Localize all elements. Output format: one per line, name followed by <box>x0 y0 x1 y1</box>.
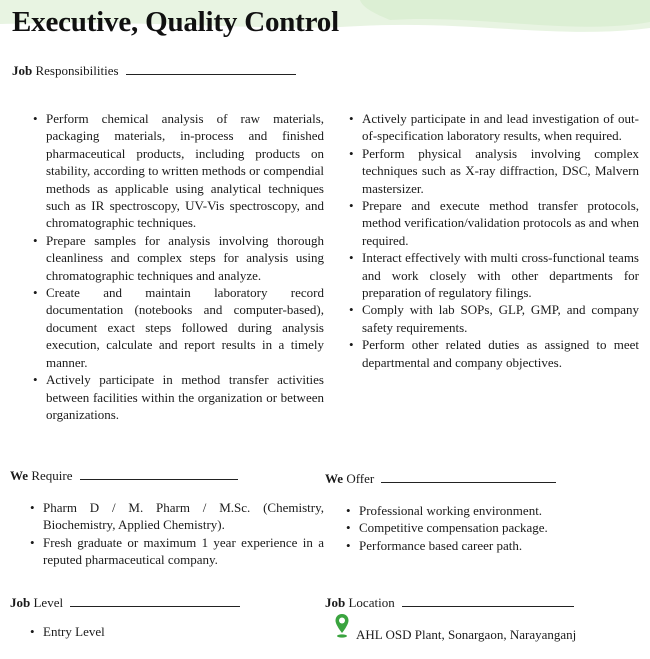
list-item: • Perform chemical analysis of raw materials, packaging materials, in-process and finished pharmaceutical products, including products on stability, according to written methods or compendial methods as applicable using analytical techniques such as IR spectroscopy, UV-Vis spectroscopy, and chromatographic techniques. <box>33 110 324 232</box>
require-heading-bold: We <box>10 468 29 483</box>
level-heading-text: Level <box>33 595 64 610</box>
heading-underline <box>381 482 556 483</box>
require-heading <box>10 468 238 484</box>
list-item: • Performance based career path. <box>346 537 636 554</box>
responsibilities-left-list <box>33 110 324 423</box>
require-heading-text: Require <box>31 468 73 483</box>
heading-underline <box>126 74 296 75</box>
offer-list <box>346 502 636 554</box>
list-item: • Perform other related duties as assigned to meet departmental and company objectives. <box>349 336 639 371</box>
list-item: • Prepare samples for analysis involving thorough cleanliness and complex steps for analysis using chromatographic techniques and analyze. <box>33 232 324 284</box>
level-heading-bold: Job <box>10 595 31 610</box>
heading-underline <box>80 479 238 480</box>
location-pin-icon <box>334 613 350 639</box>
list-item: • Professional working environment. <box>346 502 636 519</box>
location-heading-bold: Job <box>325 595 346 610</box>
heading-underline <box>402 606 574 607</box>
level-list <box>30 623 230 640</box>
list-item: • Competitive compensation package. <box>346 519 636 536</box>
page-title: Executive, Quality Control <box>12 6 339 38</box>
offer-heading-bold: We <box>325 471 344 486</box>
list-item: • Create and maintain laboratory record documentation (notebooks and computer-based), document exact steps followed during analysis execution, calculate and report results in a timely manner. <box>33 284 324 371</box>
list-item: • Comply with lab SOPs, GLP, GMP, and company safety requirements. <box>349 301 639 336</box>
list-item: • Actively participate in and lead investigation of out-of-specification laboratory results, when required. <box>349 110 639 145</box>
responsibilities-heading-text: Responsibilities <box>35 63 119 78</box>
location-heading-text: Location <box>348 595 395 610</box>
location-address: AHL OSD Plant, Sonargaon, Narayanganj <box>356 627 577 642</box>
list-item: • Entry Level <box>30 623 230 640</box>
list-item: • Perform physical analysis involving complex techniques such as X-ray diffraction, DSC, Malvern mastersizer. <box>349 145 639 197</box>
list-item: • Interact effectively with multi cross-functional teams and work closely with other departments for preparation of regulatory filings. <box>349 249 639 301</box>
list-item: • Actively participate in method transfer activities between facilities within the organization or between organizations. <box>33 371 324 423</box>
heading-underline <box>70 606 240 607</box>
list-item: • Fresh graduate or maximum 1 year experience in a reputed pharmaceutical company. <box>30 534 324 569</box>
level-heading <box>10 595 240 611</box>
responsibilities-heading-bold: Job <box>12 63 33 78</box>
responsibilities-heading <box>12 63 296 79</box>
require-list <box>30 499 324 569</box>
offer-heading <box>325 471 556 487</box>
location-heading <box>325 595 574 611</box>
offer-heading-text: Offer <box>346 471 375 486</box>
list-item: • Pharm D / M. Pharm / M.Sc. (Chemistry, Biochemistry, Applied Chemistry). <box>30 499 324 534</box>
list-item: • Prepare and execute method transfer protocols, method verification/validation protocols as and when required. <box>349 197 639 249</box>
responsibilities-right-list <box>349 110 639 371</box>
